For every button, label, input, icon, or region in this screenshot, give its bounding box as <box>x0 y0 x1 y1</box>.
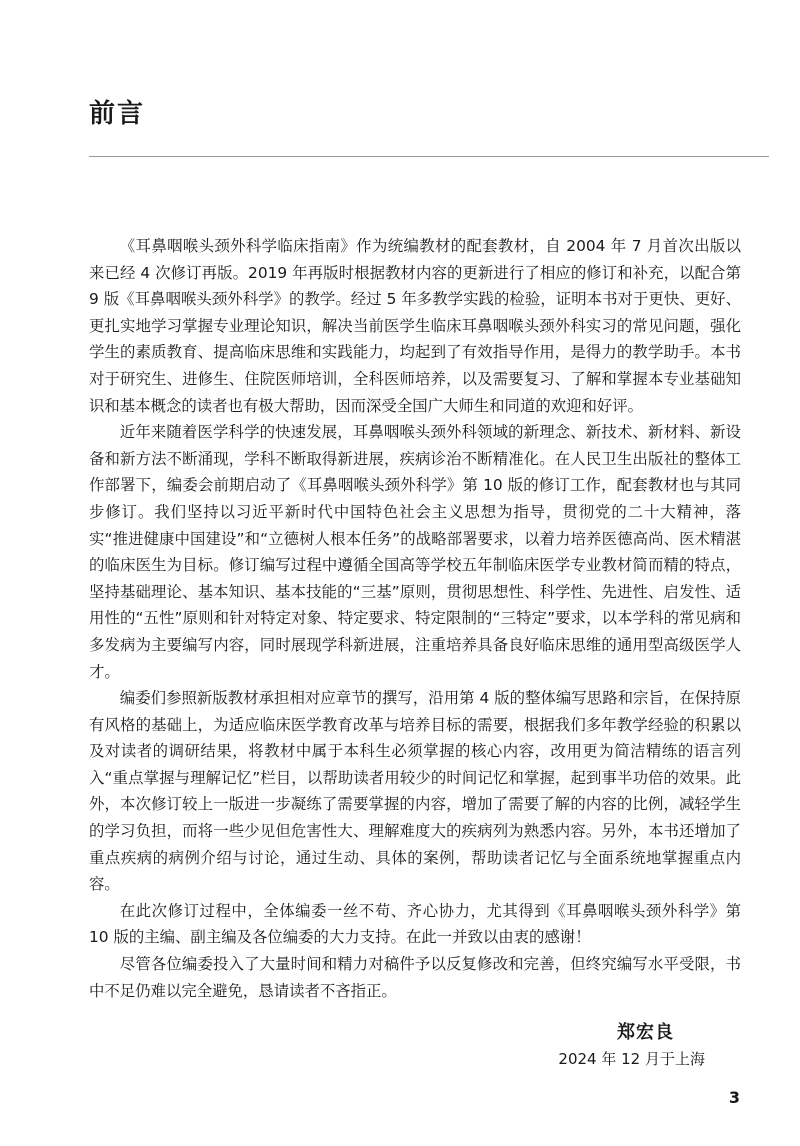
preface-body <box>89 233 741 1004</box>
title-divider <box>89 156 769 157</box>
paragraph-5: 尽管各位编委投入了大量时间和精力对稿件予以反复修改和完善，但终究编写水平受限，书中不足仍难以完全避免，恳请读者不吝指正。 <box>89 955 741 1000</box>
page-number: 3 <box>728 1088 740 1107</box>
author-signature: 郑宏良 <box>617 1022 674 1043</box>
paragraph-1: 《耳鼻咽喉头颈外科学临床指南》作为统编教材的配套教材，自 2004 年 7 月首次出版以来已经 4 次修订再版。2019 年再版时根据教材内容的更新进行了相应的修订和补充，以配合第 9 版《耳鼻咽喉头颈外科学》的教学。经过 5 年多教学实践的检验，证明本书对于更快、更好、更扎实地学习掌握专业理论知识，解决当前医学生临床耳鼻咽喉头颈外科实习的常见问题，强化学生的素质教育、提高临床思维和实践能力，均起到了有效指导作用，是得力的教学助手。本书对于研究生、进修生、住院医师培训，全科医师培养，以及需要复习、了解和掌握本专业基础知识和基本概念的读者也有极大帮助，因而深受全国广大师生和同道的欢迎和好评。 <box>89 237 741 415</box>
signature-date: 2024 年 12 月于上海 <box>558 1050 705 1068</box>
page-title: 前言 <box>89 99 146 129</box>
paragraph-2: 近年来随着医学科学的快速发展，耳鼻咽喉头颈外科领域的新理念、新技术、新材料、新设备和新方法不断涌现，学科不断取得新进展，疾病诊治不断精准化。在人民卫生出版社的整体工作部署下，编委会前期启动了《耳鼻咽喉头颈外科学》第 10 版的修订工作，配套教材也与其同步修订。我们坚持以习近平新时代中国特色社会主义思想为指导，贯彻党的二十大精神，落实“推进健康中国建设”和“立德树人根本任务”的战略部署要求，以着力培养医德高尚、医术精湛的临床医生为目标。修订编写过程中遵循全国高等学校五年制临床医学专业教材简而精的特点，坚持基础理论、基本知识、基本技能的“三基”原则，贯彻思想性、科学性、先进性、启发性、适用性的“五性”原则和针对特定对象、特定要求、特定限制的“三特定”要求，以本学科的常见病和多发病为主要编写内容，同时展现学科新进展，注重培养具备良好临床思维的通用型高级医学人才。 <box>89 423 741 681</box>
paragraph-3: 编委们参照新版教材承担相对应章节的撰写，沿用第 4 版的整体编写思路和宗旨，在保持原有风格的基础上，为适应临床医学教育改革与培养目标的需要，根据我们多年教学经验的积累以及对读者的调研结果，将教材中属于本科生必须掌握的核心内容，改用更为简洁精练的语言列入“重点掌握与理解记忆”栏目，以帮助读者用较少的时间记忆和掌握，起到事半功倍的效果。此外，本次修订较上一版进一步凝练了需要掌握的内容，增加了需要了解的内容的比例，减轻学生的学习负担，而将一些少见但危害性大、理解难度大的疾病列为熟悉内容。另外，本书还增加了重点疾病的病例介绍与讨论，通过生动、具体的案例，帮助读者记忆与全面系统地掌握重点内容。 <box>89 689 741 894</box>
paragraph-4: 在此次修订过程中，全体编委一丝不苟、齐心协力，尤其得到《耳鼻咽喉头颈外科学》第 10 版的主编、副主编及各位编委的大力支持。在此一并致以由衷的感谢！ <box>89 901 741 947</box>
